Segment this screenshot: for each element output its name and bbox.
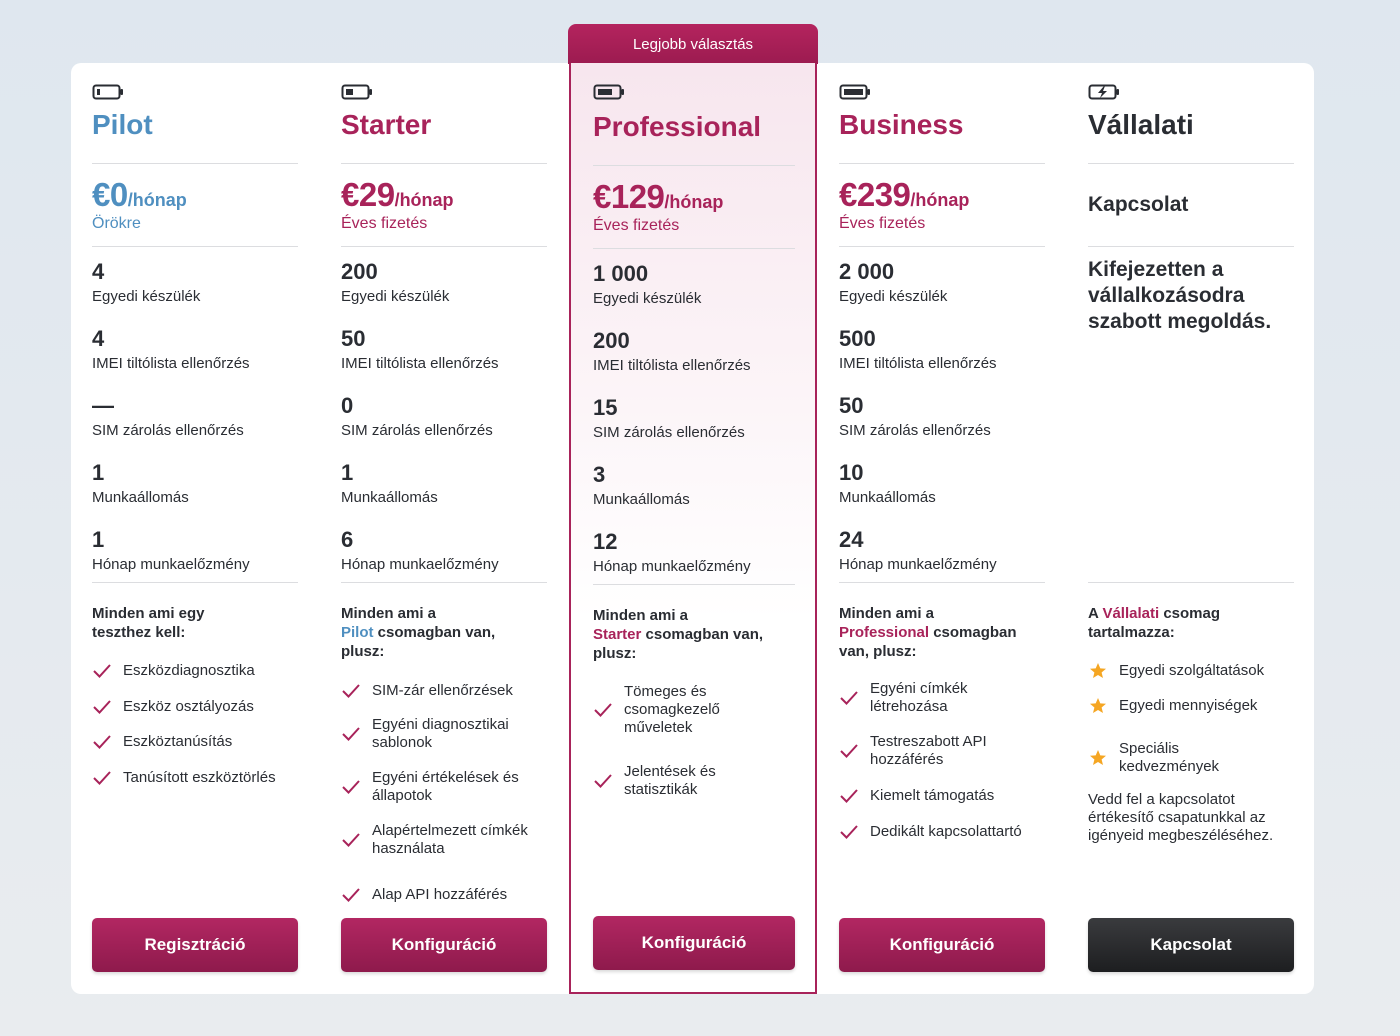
stat-sim	[341, 393, 493, 441]
list-item	[839, 786, 1045, 806]
divider	[1088, 163, 1294, 164]
stat-history	[341, 527, 499, 575]
stat-imei	[593, 328, 751, 376]
plan-name: Starter	[341, 109, 432, 140]
list-item	[341, 716, 547, 752]
stat-value: 2 000	[839, 259, 895, 284]
stat-label: Hónap munkaelőzmény	[92, 556, 250, 573]
billing-note: Éves fizetés	[839, 215, 926, 232]
star-icon	[1088, 696, 1108, 716]
billing-note: Éves fizetés	[593, 217, 680, 234]
plan-name: Vállalati	[1088, 109, 1194, 140]
stat-label: Egyedi készülék	[92, 288, 201, 305]
configure-button[interactable]: Konfiguráció	[839, 918, 1045, 972]
feature-text: Tanúsított eszköztörlés	[123, 769, 276, 786]
price-amount: €29	[341, 176, 395, 213]
check-icon	[92, 697, 112, 717]
list-item	[593, 763, 795, 799]
feature-text: Dedikált kapcsolattartó	[870, 823, 1022, 840]
divider	[839, 582, 1045, 583]
stat-workstations	[92, 460, 189, 508]
list-item	[341, 769, 547, 805]
divider	[839, 246, 1045, 247]
stat-label: IMEI tiltólista ellenőrzés	[92, 355, 250, 372]
price	[341, 176, 454, 214]
list-item	[92, 768, 298, 788]
plan-business	[839, 63, 1045, 994]
check-icon	[593, 700, 613, 720]
divider	[1088, 582, 1294, 583]
stat-value: 24	[839, 527, 864, 552]
feature-text: Eszközdiagnosztika	[123, 662, 255, 679]
feature-text: Egyedi szolgáltatások	[1119, 662, 1265, 679]
stat-value: 200	[341, 259, 378, 284]
features-intro	[341, 604, 516, 661]
battery-charging-icon	[1088, 83, 1120, 101]
feature-text: Tömeges és csomagkezelő műveletek	[624, 683, 720, 736]
stat-value: 10	[839, 460, 864, 485]
list-item	[593, 683, 795, 737]
list-item	[839, 680, 1045, 716]
features-intro	[593, 606, 778, 663]
contact-heading: Kapcsolat	[1088, 193, 1189, 216]
divider	[92, 163, 298, 164]
plan-starter	[341, 63, 547, 994]
tailored-text: Kifejezetten a vállalkozásodra szabott megoldás.	[1088, 258, 1272, 333]
stat-value: 0	[341, 393, 354, 418]
divider	[92, 582, 298, 583]
plan-name: Business	[839, 109, 964, 140]
stat-value: —	[92, 393, 114, 418]
divider	[593, 584, 795, 585]
divider	[1088, 246, 1294, 247]
best-choice-ribbon: Legjobb választás	[568, 24, 818, 64]
price-amount: €129	[593, 178, 665, 215]
price-period: /hónap	[664, 192, 724, 212]
stat-label: IMEI tiltólista ellenőrzés	[341, 355, 499, 372]
feature-text: Eszköz osztályozás	[123, 698, 254, 715]
intro-plan-highlight: Professional	[839, 624, 930, 641]
plan-enterprise	[1088, 63, 1294, 994]
price	[839, 176, 969, 214]
stat-value: 4	[92, 259, 105, 284]
check-icon	[92, 732, 112, 752]
plan-pilot	[92, 63, 298, 994]
list-item	[341, 681, 547, 701]
feature-text: Testreszabott API hozzáférés	[870, 733, 987, 768]
check-icon	[341, 724, 361, 744]
list-item	[341, 885, 547, 905]
plan-name: Professional	[593, 111, 762, 142]
stat-label: IMEI tiltólista ellenőrzés	[593, 357, 751, 374]
stat-workstations	[341, 460, 438, 508]
price	[92, 176, 187, 214]
stat-workstations	[839, 460, 936, 508]
contact-button[interactable]: Kapcsolat	[1088, 918, 1294, 972]
check-icon	[839, 786, 859, 806]
stat-value: 15	[593, 395, 618, 420]
feature-text: Jelentések és statisztikák	[624, 763, 716, 798]
stat-value: 200	[593, 328, 630, 353]
stat-value: 1	[92, 527, 105, 552]
stat-value: 12	[593, 529, 618, 554]
feature-text: Egyéni diagnosztikai sablonok	[372, 716, 509, 751]
features-intro	[839, 604, 1034, 661]
feature-text: Eszköztanúsítás	[123, 733, 233, 750]
check-icon	[839, 741, 859, 761]
battery-quarter-icon	[341, 83, 373, 101]
stat-label: Munkaállomás	[341, 489, 438, 506]
check-icon	[92, 768, 112, 788]
divider	[92, 246, 298, 247]
feature-text: SIM-zár ellenőrzések	[372, 682, 513, 699]
stat-label: Hónap munkaelőzmény	[341, 556, 499, 573]
stat-value: 50	[839, 393, 864, 418]
intro-prefix: Minden ami a	[593, 607, 689, 624]
stat-value: 50	[341, 326, 366, 351]
check-icon	[92, 661, 112, 681]
stat-label: SIM zárolás ellenőrzés	[593, 424, 745, 441]
intro-plan-highlight: Vállalati	[1102, 605, 1160, 622]
battery-full-icon	[839, 83, 871, 101]
stat-label: SIM zárolás ellenőrzés	[92, 422, 244, 439]
stat-label: Munkaállomás	[839, 489, 936, 506]
check-icon	[341, 830, 361, 850]
stat-label: IMEI tiltólista ellenőrzés	[839, 355, 997, 372]
intro-suffix: csomag tartalmazza:	[1088, 605, 1221, 641]
star-icon	[1088, 748, 1108, 768]
price-amount: €239	[839, 176, 911, 213]
check-icon	[593, 771, 613, 791]
plan-name: Pilot	[92, 109, 153, 140]
plan-professional	[569, 63, 817, 994]
divider	[341, 163, 547, 164]
divider	[341, 582, 547, 583]
billing-note: Éves fizetés	[341, 215, 428, 232]
list-item	[92, 661, 298, 681]
check-icon	[341, 681, 361, 701]
stat-devices	[593, 261, 701, 309]
register-button[interactable]: Regisztráció	[92, 918, 298, 972]
price-period: /hónap	[127, 190, 187, 210]
features-intro	[1088, 604, 1248, 642]
intro-prefix: A	[1088, 605, 1103, 622]
stat-devices	[92, 259, 200, 307]
stat-label: Munkaállomás	[593, 491, 690, 508]
divider	[593, 165, 795, 166]
list-item	[92, 732, 298, 752]
list-item	[1088, 696, 1294, 716]
stat-imei	[839, 326, 997, 374]
feature-text: Egyéni címkék létrehozása	[870, 680, 968, 715]
list-item	[1088, 661, 1294, 681]
stat-value: 500	[839, 326, 876, 351]
feature-text: Alap API hozzáférés	[372, 886, 508, 903]
feature-text: Egyéni értékelések és állapotok	[372, 769, 519, 804]
feature-text: Egyedi mennyiségek	[1119, 697, 1258, 714]
stat-value: 6	[341, 527, 354, 552]
check-icon	[341, 885, 361, 905]
stat-label: Munkaállomás	[92, 489, 189, 506]
list-item	[1088, 740, 1294, 776]
list-item	[341, 822, 547, 858]
stat-devices	[341, 259, 449, 307]
stat-label: Hónap munkaelőzmény	[839, 556, 997, 573]
divider	[341, 246, 547, 247]
stat-label: Egyedi készülék	[341, 288, 450, 305]
feature-text: Alapértelmezett címkék használata	[372, 822, 528, 857]
stat-imei	[92, 326, 250, 374]
price	[593, 178, 723, 216]
intro-plan-highlight: Starter	[593, 626, 642, 643]
intro-suffix: csomagban van, plusz:	[341, 624, 496, 660]
stat-devices	[839, 259, 947, 307]
stat-sim	[839, 393, 991, 441]
battery-half-icon	[593, 83, 625, 101]
stat-sim	[92, 393, 244, 441]
stat-value: 3	[593, 462, 606, 487]
list-item	[839, 733, 1045, 769]
feature-text: Kiemelt támogatás	[870, 787, 995, 804]
list-item	[839, 822, 1045, 842]
features-intro: Minden ami egy teszthez kell:	[92, 605, 205, 641]
stat-value: 1	[92, 460, 105, 485]
intro-suffix: csomagban van, plusz:	[593, 626, 764, 662]
contact-note: Vedd fel a kapcsolatot értékesítő csapatunkkal az igényeid megbeszéléséhez.	[1088, 791, 1274, 844]
divider	[593, 248, 795, 249]
intro-plan-highlight: Pilot	[341, 624, 374, 641]
configure-button[interactable]: Konfiguráció	[593, 916, 795, 970]
stat-value: 1	[341, 460, 354, 485]
stat-label: SIM zárolás ellenőrzés	[839, 422, 991, 439]
stat-value: 4	[92, 326, 105, 351]
stat-history	[593, 529, 751, 577]
stat-history	[92, 527, 250, 575]
price-period: /hónap	[910, 190, 970, 210]
star-icon	[1088, 661, 1108, 681]
feature-text: Speciális kedvezmények	[1119, 740, 1220, 775]
intro-prefix: Minden ami a	[341, 605, 437, 622]
stat-label: Hónap munkaelőzmény	[593, 558, 751, 575]
stat-imei	[341, 326, 499, 374]
check-icon	[839, 688, 859, 708]
intro-suffix: csomagban van, plusz:	[839, 624, 1017, 660]
check-icon	[341, 777, 361, 797]
price-amount: €0	[92, 176, 128, 213]
list-item	[92, 697, 298, 717]
billing-note: Örökre	[92, 215, 141, 232]
intro-prefix: Minden ami a	[839, 605, 935, 622]
stat-sim	[593, 395, 745, 443]
stat-label: Egyedi készülék	[839, 288, 948, 305]
stat-workstations	[593, 462, 690, 510]
divider	[839, 163, 1045, 164]
stat-label: SIM zárolás ellenőrzés	[341, 422, 493, 439]
price-period: /hónap	[394, 190, 454, 210]
battery-low-icon	[92, 83, 124, 101]
stat-history	[839, 527, 997, 575]
stat-label: Egyedi készülék	[593, 290, 702, 307]
check-icon	[839, 822, 859, 842]
configure-button[interactable]: Konfiguráció	[341, 918, 547, 972]
stat-value: 1 000	[593, 261, 649, 286]
